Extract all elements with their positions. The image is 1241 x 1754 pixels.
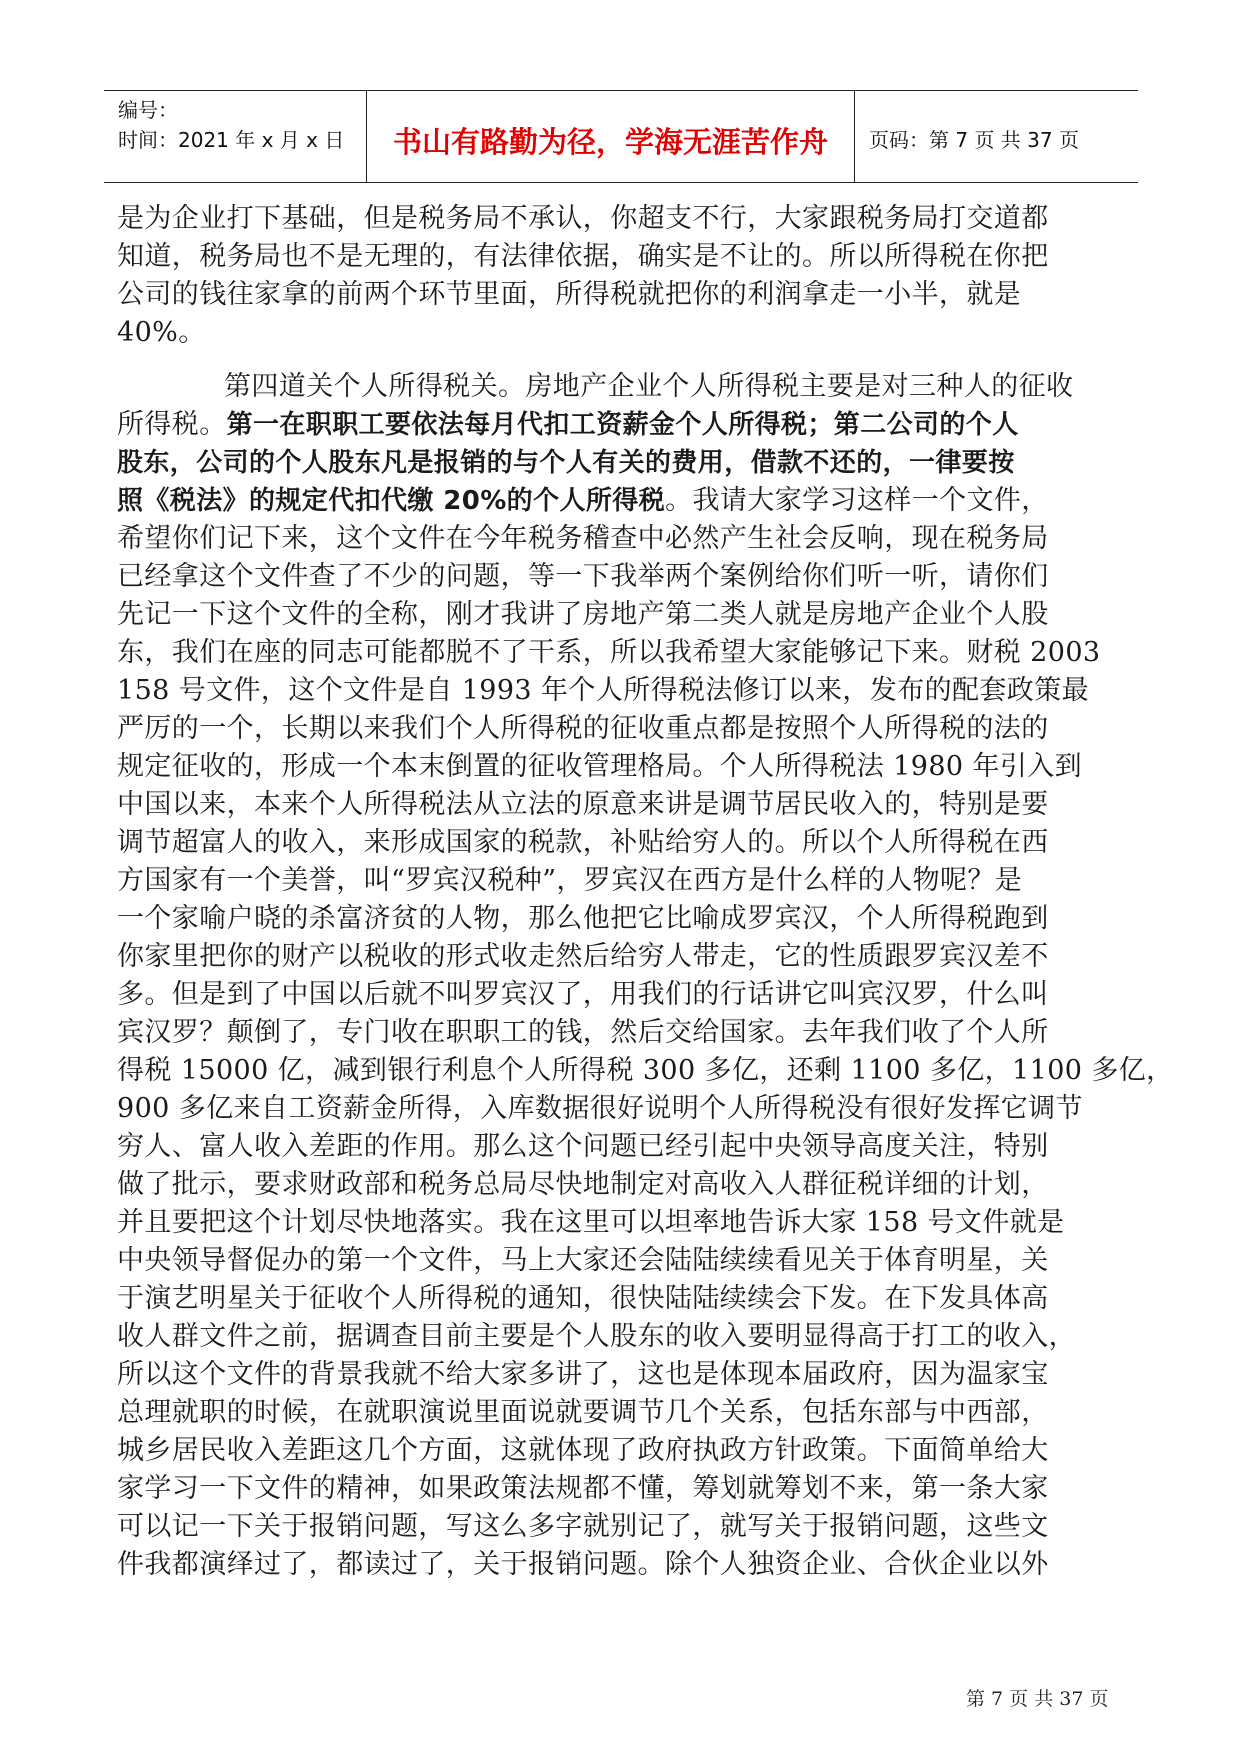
text-line: 穷人、富人收入差距的作用。那么这个问题已经引起中央领导高度关注，特别 xyxy=(117,1131,1049,1162)
text-line xyxy=(117,444,1117,482)
text-line: 公司的钱往家拿的前两个环节里面，所得税就把你的利润拿走一小半，就是 xyxy=(117,279,1022,310)
bold-text-span: 照《税法》的规定代扣代缴 20%的个人所得税 xyxy=(117,486,666,516)
text-line: 40%。 xyxy=(117,317,206,348)
document-number-label: 编号： xyxy=(118,98,178,122)
document-time-label: 时间：2021 年 x 月 x 日 xyxy=(118,128,345,152)
text-line xyxy=(117,482,1117,520)
text-line: 调节超富人的收入，来形成国家的税款，补贴给穷人的。所以个人所得税在西 xyxy=(117,827,1049,858)
text-line: 方国家有一个美誉，叫“罗宾汉税种”，罗宾汉在西方是什么样的人物呢？是 xyxy=(117,865,1023,896)
header-motto: 书山有路勤为径，学海无涯苦作舟 xyxy=(392,125,828,159)
text-line: 城乡居民收入差距这几个方面，这就体现了政府执政方针政策。下面简单给大 xyxy=(117,1435,1049,1466)
text-line: 总理就职的时候，在就职演说里面说就要调节几个关系，包括东部与中西部， xyxy=(117,1397,1049,1428)
paragraph-2-rest xyxy=(117,520,1174,1584)
text-line: 900 多亿来自工资薪金所得，入库数据很好说明个人所得税没有很好发挥它调节 xyxy=(117,1093,1083,1124)
text-line xyxy=(117,406,1117,444)
text-line: 规定征收的，形成一个本末倒置的征收管理格局。个人所得税法 1980 年引入到 xyxy=(117,751,1083,782)
text-line: 多。但是到了中国以后就不叫罗宾汉了，用我们的行话讲它叫宾汉罗，什么叫 xyxy=(117,979,1049,1010)
text-line: 中国以来，本来个人所得税法从立法的原意来讲是调节居民收入的，特别是要 xyxy=(117,789,1049,820)
page-header xyxy=(104,90,1138,183)
text-line: 做了批示，要求财政部和税务总局尽快地制定对高收入人群征税详细的计划， xyxy=(117,1169,1049,1200)
bold-text-span: 股东，公司的个人股东凡是报销的与个人有关的费用，借款不还的，一律要按 xyxy=(117,448,1015,478)
text-line: 希望你们记下来，这个文件在今年税务稽查中必然产生社会反响，现在税务局 xyxy=(117,523,1049,554)
header-page-code: 页码：第 7 页 共 37 页 xyxy=(869,128,1079,152)
text-line: 知道，税务局也不是无理的，有法律依据，确实是不让的。所以所得税在你把 xyxy=(117,241,1049,272)
text-span: 。我请大家学习这样一个文件， xyxy=(665,485,1049,516)
paragraph-2 xyxy=(117,368,1174,1584)
text-line: 件我都演绎过了，都读过了，关于报销问题。除个人独资企业、合伙企业以外 xyxy=(117,1549,1049,1580)
text-line: 家学习一下文件的精神，如果政策法规都不懂，筹划就筹划不来，第一条大家 xyxy=(117,1473,1049,1504)
page-footer: 第 7 页 共 37 页 xyxy=(966,1688,1109,1710)
text-line: 可以记一下关于报销问题，写这么多字就别记了，就写关于报销问题，这些文 xyxy=(117,1511,1049,1542)
bold-text-span: 第一在职职工要依法每月代扣工资薪金个人所得税；第二公司的个人 xyxy=(226,410,1019,440)
document-body xyxy=(117,200,1174,1584)
text-line: 中央领导督促办的第一个文件，马上大家还会陆陆续续看见关于体育明星，关 xyxy=(117,1245,1049,1276)
text-line: 是为企业打下基础，但是税务局不承认，你超支不行，大家跟税务局打交道都 xyxy=(117,203,1049,234)
text-line: 所以这个文件的背景我就不给大家多讲了，这也是体现本届政府，因为温家宝 xyxy=(117,1359,1049,1390)
text-line: 收人群文件之前，据调查目前主要是个人股东的收入要明显得高于打工的收入， xyxy=(117,1321,1076,1352)
text-line: 并且要把这个计划尽快地落实。我在这里可以坦率地告诉大家 158 号文件就是 xyxy=(117,1207,1065,1238)
text-line: 得税 15000 亿，减到银行利息个人所得税 300 多亿，还剩 1100 多亿，1100 多亿， xyxy=(117,1055,1174,1086)
text-line: 东，我们在座的同志可能都脱不了干系，所以我希望大家能够记下来。财税 2003 xyxy=(117,637,1101,668)
text-line: 宾汉罗？颠倒了，专门收在职职工的钱，然后交给国家。去年我们收了个人所 xyxy=(117,1017,1049,1048)
text-line: 你家里把你的财产以税收的形式收走然后给穷人带走，它的性质跟罗宾汉差不 xyxy=(117,941,1049,972)
paragraph-1 xyxy=(117,200,1117,352)
text-line: 于演艺明星关于征收个人所得税的通知，很快陆陆续续会下发。在下发具体高 xyxy=(117,1283,1049,1314)
text-line: 第四道关个人所得税关。房地产企业个人所得税主要是对三种人的征收 xyxy=(224,371,1074,402)
text-line: 严厉的一个，长期以来我们个人所得税的征收重点都是按照个人所得税的法的 xyxy=(117,713,1049,744)
header-left-cell xyxy=(104,91,366,182)
text-line: 一个家喻户晓的杀富济贫的人物，那么他把它比喻成罗宾汉，个人所得税跑到 xyxy=(117,903,1049,934)
text-line: 已经拿这个文件查了不少的问题，等一下我举两个案例给你们听一听，请你们 xyxy=(117,561,1049,592)
text-line: 先记一下这个文件的全称，刚才我讲了房地产第二类人就是房地产企业个人股 xyxy=(117,599,1049,630)
header-page-cell xyxy=(855,91,1138,182)
header-motto-cell xyxy=(366,91,855,182)
text-span: 所得税。 xyxy=(117,409,227,440)
text-line: 158 号文件，这个文件是自 1993 年个人所得税法修订以来，发布的配套政策最 xyxy=(117,675,1089,706)
